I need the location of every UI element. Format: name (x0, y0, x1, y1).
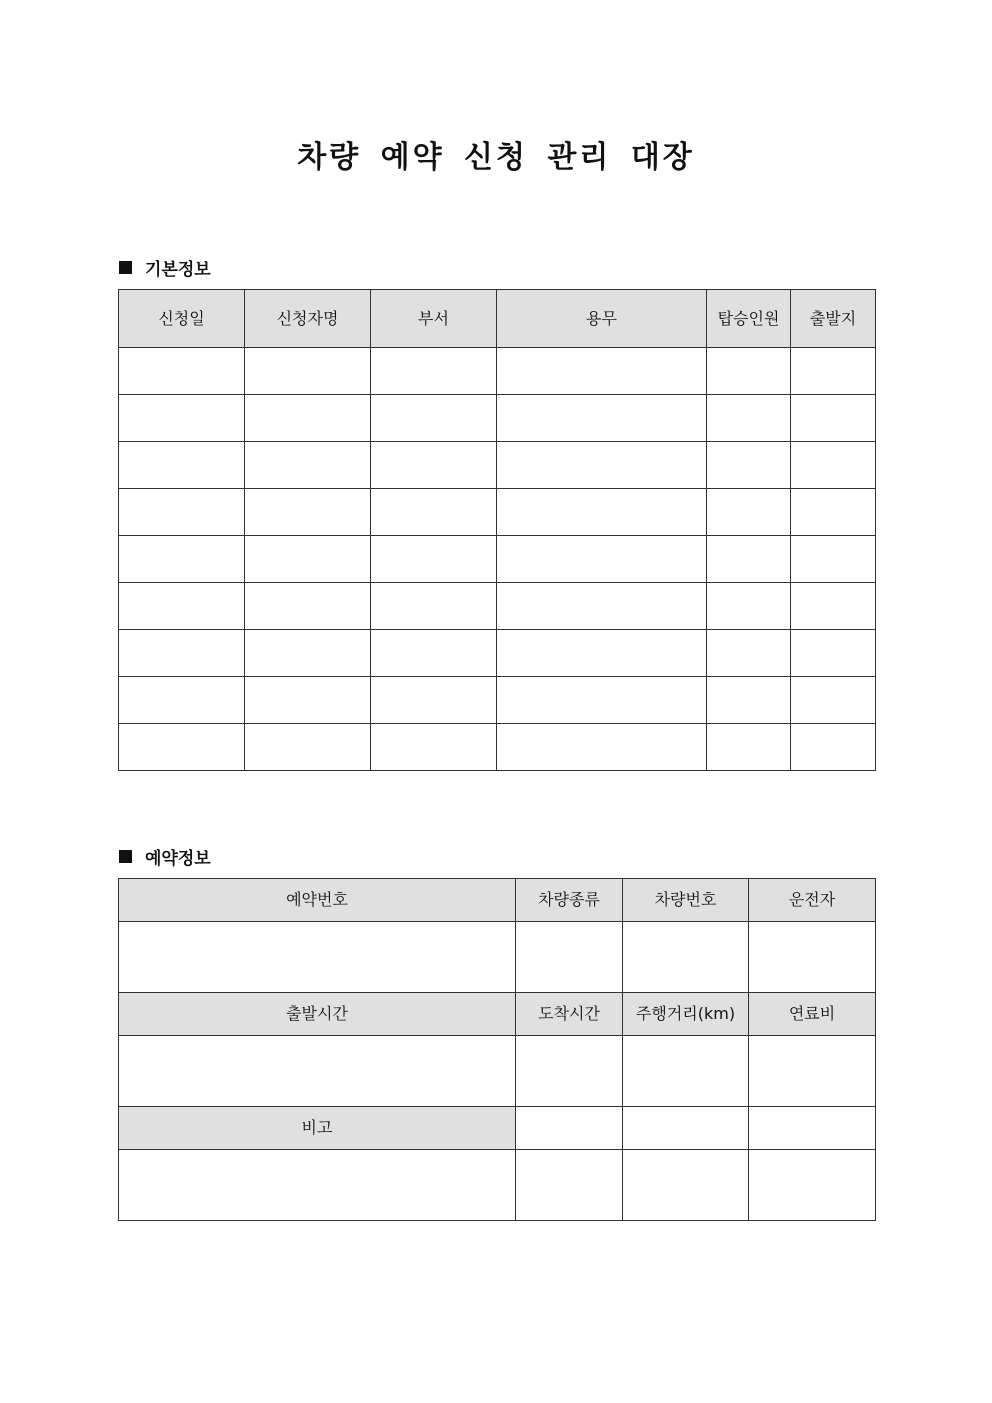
arrival-time-cell[interactable] (516, 1036, 623, 1107)
table-cell[interactable] (749, 1150, 876, 1221)
table-cell[interactable] (497, 395, 707, 442)
table-cell[interactable] (791, 630, 876, 677)
table-row (119, 677, 876, 724)
reservation-number-cell[interactable] (119, 922, 516, 993)
remarks-cell[interactable] (119, 1150, 516, 1221)
table-header-row (119, 879, 876, 922)
table-cell[interactable] (707, 677, 791, 724)
table-cell[interactable] (245, 677, 371, 724)
table-cell[interactable] (707, 724, 791, 771)
table-header-row (119, 1107, 876, 1150)
reservation-info-table (118, 878, 876, 1221)
table-cell[interactable] (791, 724, 876, 771)
header-passengers: 탑승인원 (707, 290, 791, 348)
table-cell[interactable] (371, 536, 497, 583)
header-mileage: 주행거리(km) (623, 993, 749, 1036)
table-cell[interactable] (791, 583, 876, 630)
table-cell[interactable] (245, 536, 371, 583)
table-cell[interactable] (707, 536, 791, 583)
table-cell[interactable] (707, 348, 791, 395)
table-cell[interactable] (791, 348, 876, 395)
table-row (119, 395, 876, 442)
table-row (119, 442, 876, 489)
header-remarks: 비고 (119, 1107, 516, 1150)
table-cell[interactable] (707, 583, 791, 630)
driver-cell[interactable] (749, 922, 876, 993)
section-heading-basic-info (119, 255, 211, 280)
table-cell[interactable] (371, 630, 497, 677)
fuel-cost-cell[interactable] (749, 1036, 876, 1107)
table-header-row (119, 993, 876, 1036)
table-cell[interactable] (497, 677, 707, 724)
table-cell[interactable] (119, 724, 245, 771)
table-cell[interactable] (245, 442, 371, 489)
table-row (119, 348, 876, 395)
table-cell[interactable] (497, 583, 707, 630)
departure-time-cell[interactable] (119, 1036, 516, 1107)
table-cell[interactable] (707, 489, 791, 536)
table-cell[interactable] (707, 395, 791, 442)
header-application-date: 신청일 (119, 290, 245, 348)
table-cell[interactable] (791, 442, 876, 489)
table-header-row (119, 290, 876, 348)
table-row (119, 489, 876, 536)
table-cell[interactable] (497, 630, 707, 677)
table-cell[interactable] (119, 630, 245, 677)
header-departure-place: 출발지 (791, 290, 876, 348)
table-cell[interactable] (497, 536, 707, 583)
section-heading-reservation-info (119, 844, 211, 869)
table-cell[interactable] (791, 536, 876, 583)
table-cell[interactable] (119, 583, 245, 630)
table-cell[interactable] (245, 489, 371, 536)
square-bullet-icon (119, 261, 132, 274)
table-cell[interactable] (119, 677, 245, 724)
table-cell[interactable] (119, 536, 245, 583)
table-cell[interactable] (497, 442, 707, 489)
table-cell[interactable] (371, 395, 497, 442)
table-cell[interactable] (497, 348, 707, 395)
header-reservation-number: 예약번호 (119, 879, 516, 922)
header-arrival-time: 도착시간 (516, 993, 623, 1036)
header-vehicle-type: 차량종류 (516, 879, 623, 922)
table-row (119, 630, 876, 677)
table-cell[interactable] (245, 348, 371, 395)
header-department: 부서 (371, 290, 497, 348)
table-cell[interactable] (623, 1107, 749, 1150)
header-applicant-name: 신청자명 (245, 290, 371, 348)
table-row (119, 536, 876, 583)
table-cell[interactable] (119, 348, 245, 395)
table-cell[interactable] (371, 442, 497, 489)
table-cell[interactable] (245, 583, 371, 630)
table-cell[interactable] (497, 724, 707, 771)
table-cell[interactable] (497, 489, 707, 536)
table-cell[interactable] (245, 724, 371, 771)
document-title: 차량 예약 신청 관리 대장 (297, 140, 695, 175)
table-cell[interactable] (791, 395, 876, 442)
table-cell[interactable] (516, 1150, 623, 1221)
header-driver: 운전자 (749, 879, 876, 922)
table-cell[interactable] (791, 677, 876, 724)
table-cell[interactable] (371, 583, 497, 630)
table-cell[interactable] (119, 489, 245, 536)
table-cell[interactable] (119, 395, 245, 442)
table-row (119, 922, 876, 993)
table-cell[interactable] (245, 630, 371, 677)
table-cell[interactable] (245, 395, 371, 442)
table-cell[interactable] (707, 442, 791, 489)
vehicle-number-cell[interactable] (623, 922, 749, 993)
header-fuel-cost: 연료비 (749, 993, 876, 1036)
section-label: 예약정보 (145, 849, 211, 869)
table-cell[interactable] (371, 677, 497, 724)
table-cell[interactable] (623, 1150, 749, 1221)
table-row (119, 724, 876, 771)
header-vehicle-number: 차량번호 (623, 879, 749, 922)
table-row (119, 583, 876, 630)
table-cell[interactable] (749, 1107, 876, 1150)
table-row (119, 1150, 876, 1221)
table-row (119, 1036, 876, 1107)
table-cell[interactable] (791, 489, 876, 536)
vehicle-type-cell[interactable] (516, 922, 623, 993)
table-cell[interactable] (707, 630, 791, 677)
basic-info-table (118, 289, 876, 771)
square-bullet-icon (119, 850, 132, 863)
header-departure-time: 출발시간 (119, 993, 516, 1036)
mileage-cell[interactable] (623, 1036, 749, 1107)
header-purpose: 용무 (497, 290, 707, 348)
table-cell[interactable] (371, 489, 497, 536)
table-cell[interactable] (371, 348, 497, 395)
table-cell[interactable] (516, 1107, 623, 1150)
section-label: 기본정보 (145, 260, 211, 280)
table-cell[interactable] (119, 442, 245, 489)
table-cell[interactable] (371, 724, 497, 771)
